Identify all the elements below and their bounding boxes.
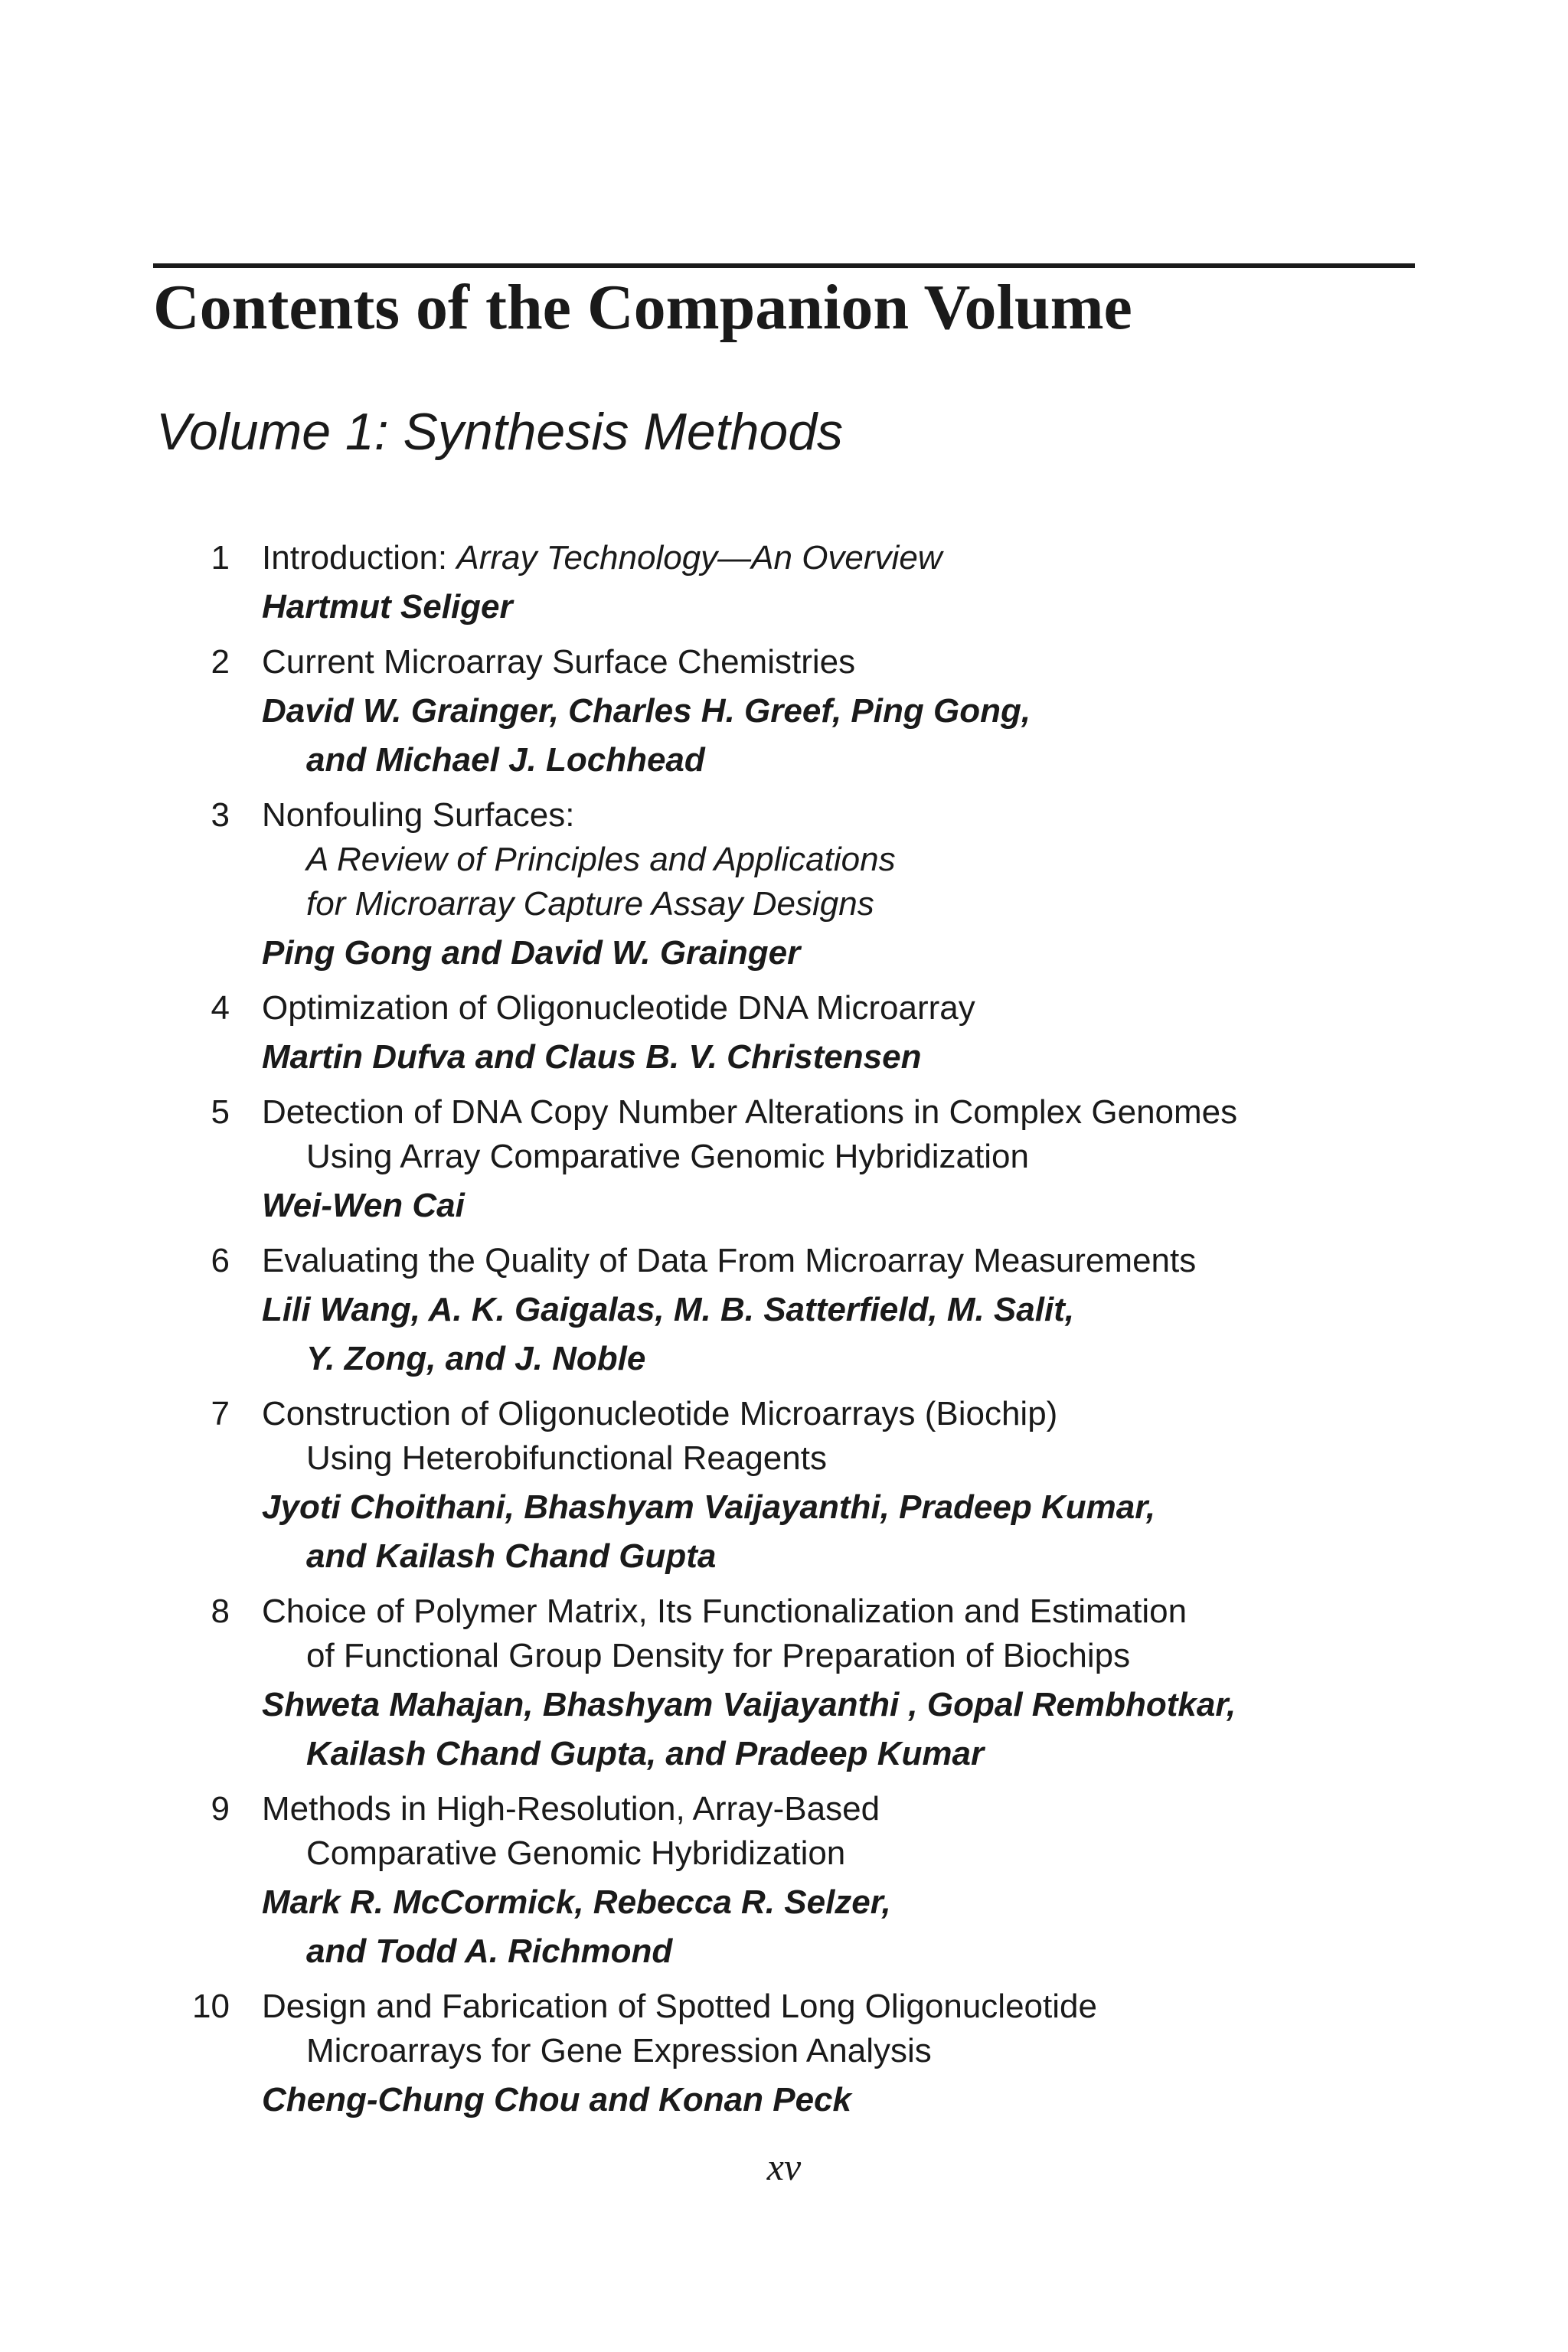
chapter-authors: Martin Dufva and Claus B. V. Christensen: [262, 1038, 922, 1076]
chapter-authors-continued: Y. Zong, and J. Noble: [306, 1340, 646, 1377]
chapter-authors: Hartmut Seliger: [262, 588, 513, 626]
chapter-number: 1: [211, 539, 230, 577]
chapter-entry-5: [153, 1090, 1409, 1228]
chapter-title-continued: Comparative Genomic Hybridization: [306, 1834, 846, 1872]
chapter-number: 2: [211, 643, 230, 681]
chapter-authors: Mark R. McCormick, Rebecca R. Selzer,: [262, 1883, 891, 1921]
chapter-title: Design and Fabrication of Spotted Long Oligonucleotide: [262, 1988, 1097, 2025]
chapter-title: [262, 536, 1409, 580]
chapter-title: Methods in High-Resolution, Array-Based: [262, 1790, 880, 1828]
chapter-title: Nonfouling Surfaces:: [262, 796, 575, 834]
chapter-entry-1: [153, 536, 1409, 629]
chapter-authors: Wei-Wen Cai: [262, 1187, 465, 1224]
chapter-subtitle-continued: for Microarray Capture Assay Designs: [306, 885, 874, 923]
chapter-subtitle: A Review of Principles and Applications: [306, 841, 896, 878]
chapter-title-continued: of Functional Group Density for Preparation of Biochips: [306, 1637, 1131, 1674]
chapter-entry-9: [153, 1787, 1409, 1974]
chapter-number: 7: [211, 1395, 230, 1432]
chapter-number: 6: [211, 1242, 230, 1279]
chapter-title: Evaluating the Quality of Data From Microarray Measurements: [262, 1242, 1197, 1279]
chapter-authors: Lili Wang, A. K. Gaigalas, M. B. Satterfield, M. Salit,: [262, 1291, 1075, 1328]
chapter-entry-3: [153, 793, 1409, 975]
chapter-authors-continued: and Todd A. Richmond: [306, 1932, 673, 1970]
chapter-title: Optimization of Oligonucleotide DNA Microarray: [262, 989, 975, 1027]
chapter-number: 10: [192, 1988, 230, 2025]
chapter-title: Choice of Polymer Matrix, Its Functionalization and Estimation: [262, 1592, 1187, 1630]
chapter-number: 9: [211, 1790, 230, 1828]
chapter-entry-10: [153, 1984, 1409, 2122]
volume-subtitle: Volume 1: Synthesis Methods: [156, 403, 844, 461]
chapter-entry-2: [153, 640, 1409, 782]
chapter-title-italic: Array Technology—An Overview: [456, 539, 942, 577]
page-title: Contents of the Companion Volume: [153, 272, 1132, 343]
chapter-authors-continued: Kailash Chand Gupta, and Pradeep Kumar: [306, 1735, 985, 1772]
chapter-entry-4: [153, 986, 1409, 1080]
chapter-title-continued: Using Heterobifunctional Reagents: [306, 1439, 827, 1477]
chapter-title: Current Microarray Surface Chemistries: [262, 643, 856, 681]
chapter-title-continued: Microarrays for Gene Expression Analysis: [306, 2032, 932, 2069]
chapter-title-continued: Using Array Comparative Genomic Hybridization: [306, 1138, 1029, 1175]
chapter-title: Detection of DNA Copy Number Alterations in Complex Genomes: [262, 1093, 1238, 1131]
chapter-authors-continued: and Michael J. Lochhead: [306, 741, 705, 779]
chapter-number: 3: [211, 796, 230, 834]
chapter-entry-7: [153, 1392, 1409, 1579]
title-rule: [153, 263, 1415, 268]
chapter-number: 8: [211, 1592, 230, 1630]
chapter-authors: Jyoti Choithani, Bhashyam Vaijayanthi, Pradeep Kumar,: [262, 1488, 1156, 1526]
chapter-number: 4: [211, 989, 230, 1027]
page-number: xv: [766, 2145, 802, 2188]
chapter-number: 5: [211, 1093, 230, 1131]
chapter-authors-continued: and Kailash Chand Gupta: [306, 1537, 717, 1575]
chapter-entry-8: [153, 1589, 1409, 1776]
chapter-authors: David W. Grainger, Charles H. Greef, Ping Gong,: [262, 692, 1031, 730]
chapter-authors: Cheng-Chung Chou and Konan Peck: [262, 2081, 851, 2118]
chapter-title-lead: Introduction:: [262, 539, 457, 577]
chapter-title: Construction of Oligonucleotide Microarrays (Biochip): [262, 1395, 1058, 1432]
table-of-contents: [153, 536, 1409, 2133]
chapter-entry-6: [153, 1239, 1409, 1381]
chapter-authors: Ping Gong and David W. Grainger: [262, 934, 801, 972]
chapter-authors: Shweta Mahajan, Bhashyam Vaijayanthi , Gopal Rembhotkar,: [262, 1686, 1236, 1723]
